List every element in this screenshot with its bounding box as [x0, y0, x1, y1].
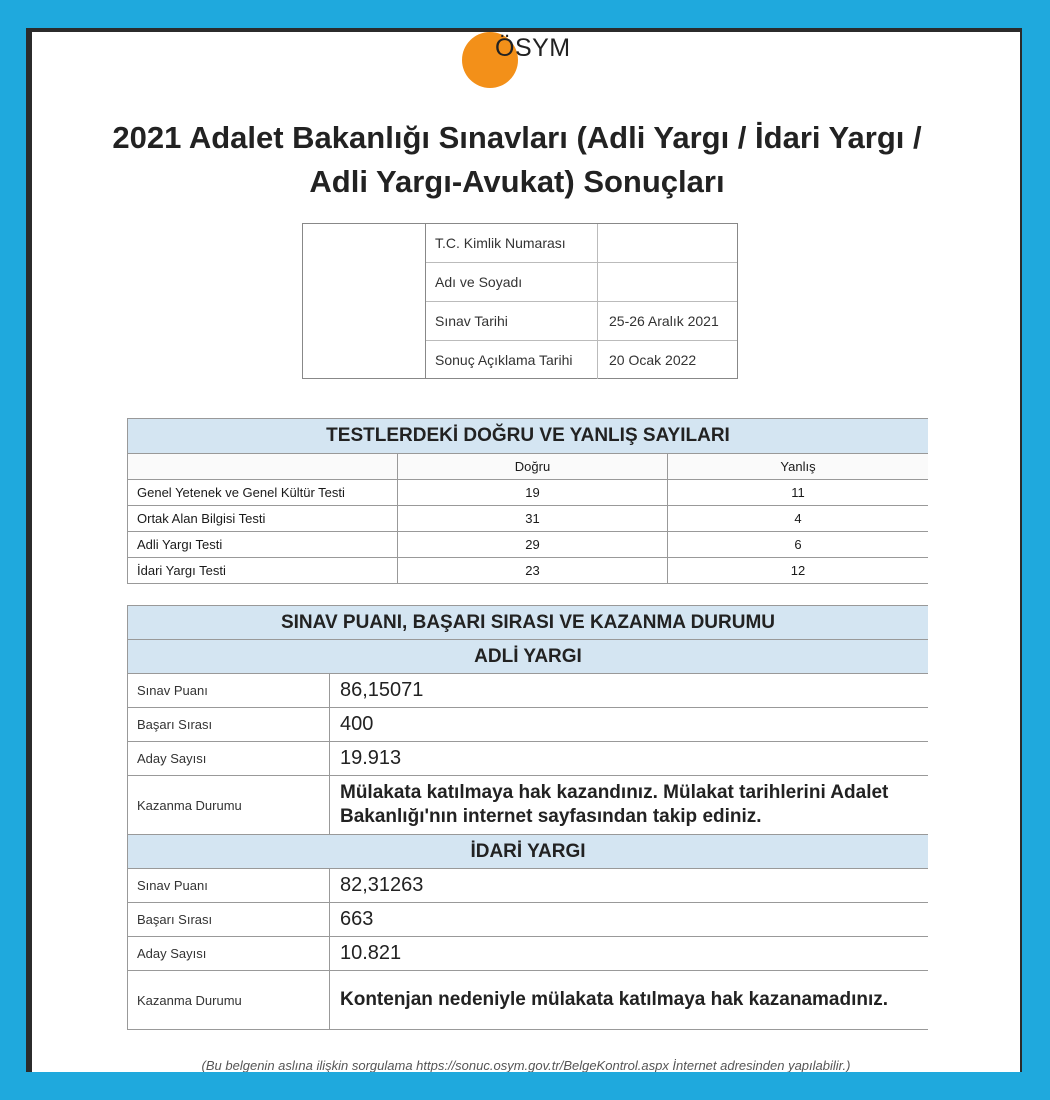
- table-row: [128, 708, 928, 742]
- photo-placeholder: [303, 224, 426, 378]
- info-label: Adı ve Soyadı: [426, 263, 598, 301]
- page-title: 2021 Adalet Bakanlığı Sınavları (Adli Yargı / İdari Yargı / Adli Yargı-Avukat) Sonuçları: [112, 120, 922, 199]
- info-label: Sonuç Açıklama Tarihi: [426, 341, 598, 379]
- info-label: Sınav Tarihi: [426, 302, 598, 340]
- tests-heading: TESTLERDEKİ DOĞRU VE YANLIŞ SAYILARI: [128, 419, 928, 454]
- osym-logo: [462, 32, 582, 92]
- table-row: [128, 480, 928, 506]
- info-row: [426, 224, 737, 263]
- info-value: [599, 263, 737, 301]
- status-message: Mülakata katılmaya hak kazandınız. Mülakat tarihlerini Adalet Bakanlığı'nın internet sayfasından takip ediniz.: [340, 782, 889, 827]
- wrong-count: 12: [790, 563, 806, 578]
- logo-text: ÖSYM: [495, 34, 571, 62]
- wrong-count: 11: [791, 485, 805, 500]
- test-results-table: [127, 418, 928, 584]
- table-row: [128, 937, 928, 971]
- candidate-count-label: Aday Sayısı: [128, 742, 330, 775]
- status-label: Kazanma Durumu: [128, 971, 330, 1029]
- col-correct-header: Doğru: [398, 454, 668, 479]
- info-value: 25-26 Aralık 2021: [609, 313, 719, 329]
- col-wrong-header: Yanlış: [780, 459, 816, 474]
- test-name: Genel Yetenek ve Genel Kültür Testi: [128, 480, 398, 505]
- candidate-info-table: [302, 223, 738, 379]
- rank-value: 400: [340, 713, 374, 735]
- status-message: Kontenjan nedeniyle mülakata katılmaya hak kazanamadınız.: [340, 989, 889, 1010]
- correct-count: 29: [398, 532, 668, 557]
- table-row: [128, 971, 928, 1029]
- table-row: [128, 742, 928, 776]
- rank-label: Başarı Sırası: [128, 708, 330, 741]
- rank-label: Başarı Sırası: [128, 903, 330, 936]
- result-document: [32, 32, 1020, 1072]
- info-value: 20 Ocak 2022: [609, 352, 697, 368]
- info-row: [426, 263, 737, 302]
- test-name: Ortak Alan Bilgisi Testi: [128, 506, 398, 531]
- rank-value: 663: [340, 908, 374, 930]
- scores-heading: SINAV PUANI, BAŞARI SIRASI VE KAZANMA DURUMU: [128, 606, 928, 640]
- table-row: [128, 532, 928, 558]
- idari-yargi-heading: İDARİ YARGI: [128, 835, 928, 869]
- status-label: Kazanma Durumu: [128, 776, 330, 834]
- info-row: [426, 302, 737, 341]
- score-value: 86,15071: [340, 679, 424, 701]
- score-value: 82,31263: [340, 874, 424, 896]
- score-label: Sınav Puanı: [128, 869, 330, 902]
- wrong-count: 6: [794, 537, 802, 552]
- candidate-count-label: Aday Sayısı: [128, 937, 330, 970]
- info-label: T.C. Kimlik Numarası: [426, 224, 598, 262]
- correct-count: 31: [398, 506, 668, 531]
- candidate-count-value: 10.821: [340, 942, 402, 964]
- info-value: [599, 224, 737, 262]
- adli-yargi-heading: ADLİ YARGI: [128, 640, 928, 674]
- score-label: Sınav Puanı: [128, 674, 330, 707]
- score-results-table: [127, 605, 928, 1030]
- table-row: [128, 558, 928, 583]
- test-name: Adli Yargı Testi: [128, 532, 398, 557]
- correct-count: 23: [398, 558, 668, 583]
- table-row: [128, 674, 928, 708]
- table-row: [128, 869, 928, 903]
- table-row: [128, 903, 928, 937]
- correct-count: 19: [398, 480, 668, 505]
- info-row: [426, 341, 737, 379]
- tests-header-blank: [128, 454, 398, 479]
- candidate-count-value: 19.913: [340, 747, 402, 769]
- table-row: [128, 506, 928, 532]
- test-name: İdari Yargı Testi: [128, 558, 398, 583]
- verification-footnote: (Bu belgenin aslına ilişkin sorgulama https://sonuc.osym.gov.tr/BelgeKontrol.aspx İnternet adresinden yapılabilir.): [201, 1058, 851, 1072]
- wrong-count: 4: [794, 511, 802, 526]
- table-row: [128, 776, 928, 835]
- tests-header-row: [128, 454, 928, 480]
